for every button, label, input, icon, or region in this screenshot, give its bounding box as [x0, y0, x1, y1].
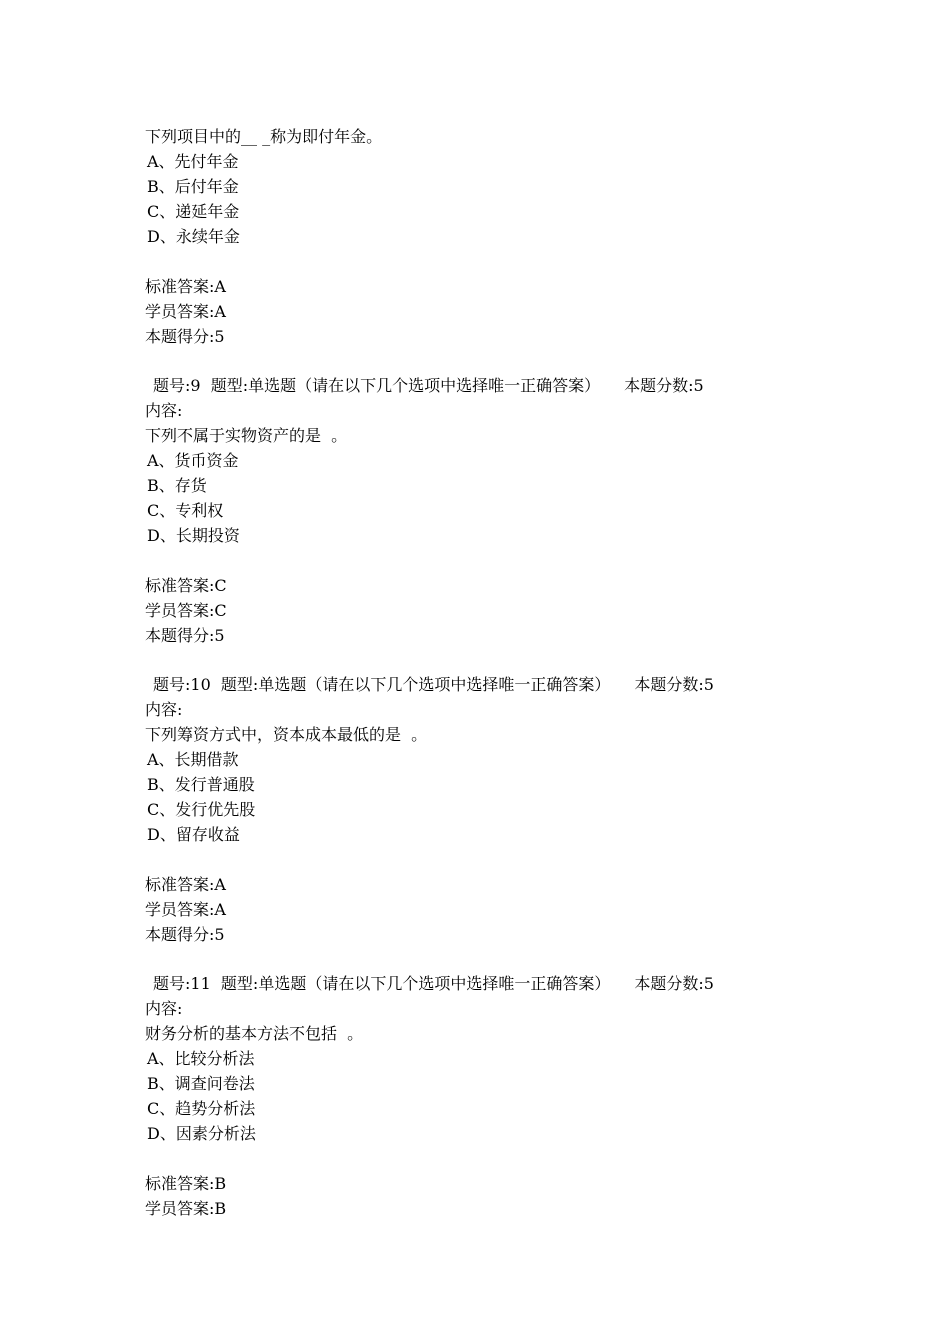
- question-block: [145, 672, 845, 971]
- question-header: [145, 373, 845, 398]
- question-block: [145, 971, 845, 1221]
- question-stem: 财务分析的基本方法不包括 。: [145, 1024, 364, 1043]
- content-label: 内容:: [145, 401, 183, 420]
- option-d: D、留存收益: [147, 825, 240, 844]
- standard-answer: 标准答案:C: [145, 575, 227, 595]
- option-d: D、永续年金: [147, 227, 240, 246]
- question-stem: 下列不属于实物资产的是 。: [145, 426, 348, 445]
- exam-document: [145, 124, 845, 1221]
- question-stem: 下列项目中的__ _称为即付年金。: [145, 127, 383, 146]
- option-b: B、后付年金: [147, 177, 239, 196]
- option-b: B、发行普通股: [147, 775, 255, 794]
- content-label: 内容:: [145, 999, 183, 1018]
- option-a: A、先付年金: [147, 152, 239, 171]
- option-a: A、长期借款: [147, 750, 239, 769]
- question-header: [145, 971, 845, 996]
- student-answer: 学员答案:C: [145, 600, 227, 620]
- question-header: [145, 672, 845, 697]
- option-a: A、货币资金: [147, 451, 239, 470]
- question-stem: 下列筹资方式中，资本成本最低的是 。: [145, 725, 428, 744]
- standard-answer: 标准答案:A: [145, 276, 226, 296]
- question-type: 题号:10 题型:单选题（请在以下几个选项中选择唯一正确答案）: [153, 675, 611, 694]
- option-d: D、长期投资: [147, 526, 240, 545]
- question-type: 题号:11 题型:单选题（请在以下几个选项中选择唯一正确答案）: [153, 974, 611, 993]
- student-answer: 学员答案:A: [145, 899, 226, 919]
- question-score: 本题得分:5: [145, 924, 225, 944]
- question-block: [145, 124, 845, 373]
- option-c: C、趋势分析法: [147, 1099, 256, 1118]
- question-block: [145, 373, 845, 672]
- option-c: C、递延年金: [147, 202, 240, 221]
- content-label: 内容:: [145, 700, 183, 719]
- standard-answer: 标准答案:A: [145, 874, 226, 894]
- student-answer: 学员答案:A: [145, 301, 226, 321]
- question-points: 本题分数:5: [634, 675, 714, 694]
- question-score: 本题得分:5: [145, 326, 225, 346]
- option-c: C、专利权: [147, 501, 224, 520]
- student-answer: 学员答案:B: [145, 1198, 227, 1218]
- question-points: 本题分数:5: [624, 376, 704, 395]
- option-c: C、发行优先股: [147, 800, 256, 819]
- option-b: B、存货: [147, 476, 207, 495]
- question-points: 本题分数:5: [634, 974, 714, 993]
- option-a: A、比较分析法: [147, 1049, 255, 1068]
- option-d: D、因素分析法: [147, 1124, 256, 1143]
- standard-answer: 标准答案:B: [145, 1173, 227, 1193]
- option-b: B、调查问卷法: [147, 1074, 255, 1093]
- question-type: 题号:9 题型:单选题（请在以下几个选项中选择唯一正确答案）: [153, 376, 601, 395]
- question-score: 本题得分:5: [145, 625, 225, 645]
